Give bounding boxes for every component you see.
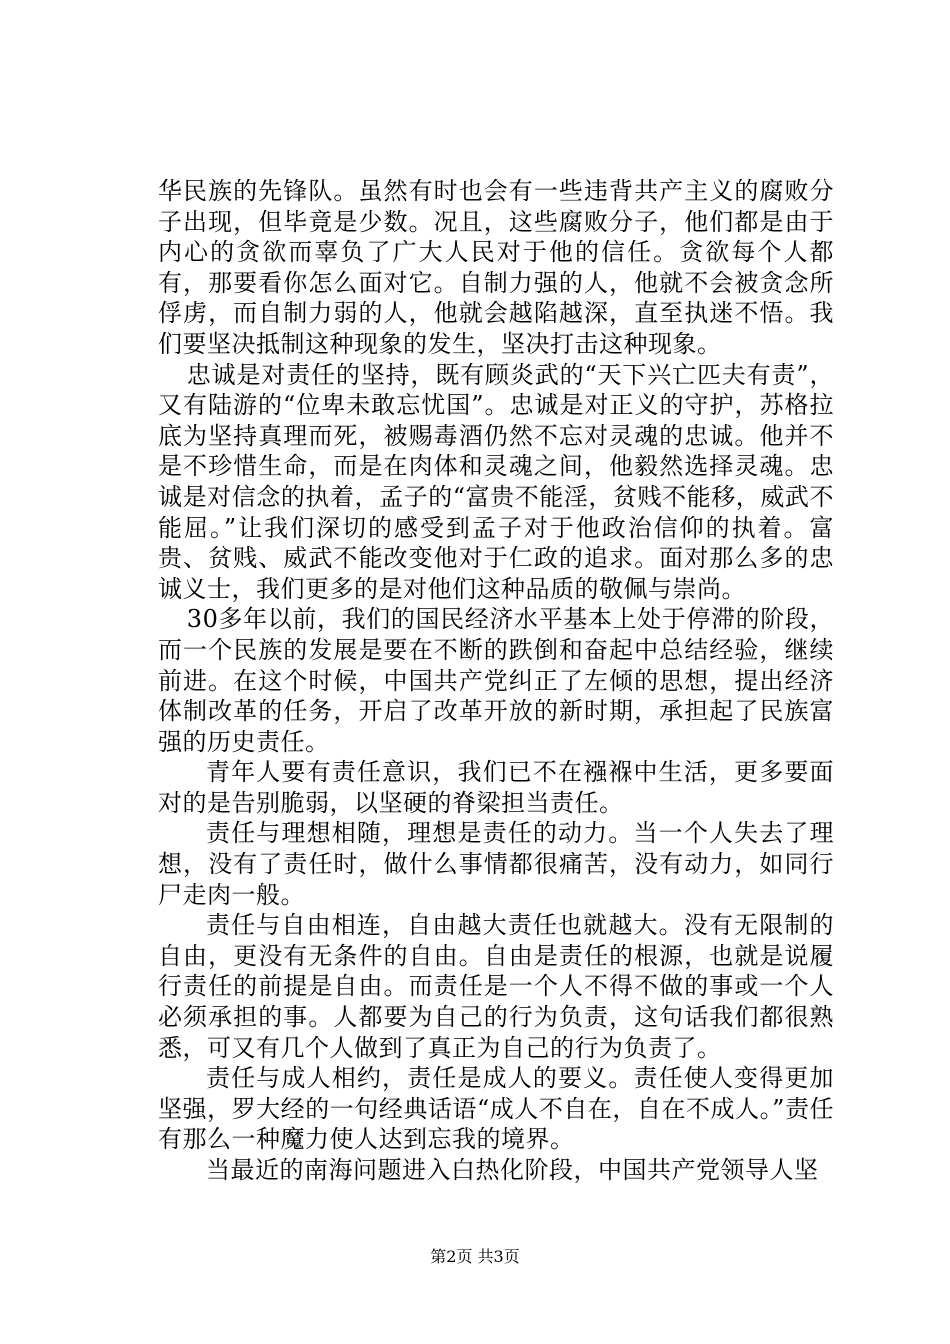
paragraph-youth-responsibility: 青年人要有责任意识，我们已不在襁褓中生活，更多要面对的是告别脆弱，以坚硬的脊梁担当责任。 xyxy=(158,758,834,817)
paragraph-responsibility-freedom: 责任与自由相连，自由越大责任也就越大。没有无限制的自由，更没有无条件的自由。自由是责任的根源，也就是说履行责任的前提是自由。而责任是一个人不得不做的事或一个人必须承担的事。人都要为自己的行为负责，这句话我们都很熟悉，可又有几个人做到了真正为自己的行为负责了。 xyxy=(158,911,834,1062)
paragraph-reform: 30多年以前，我们的国民经济水平基本上处于停滞的阶段，而一个民族的发展是要在不断的跌倒和奋起中总结经验，继续前进。在这个时候，中国共产党纠正了左倾的思想，提出经济体制改革的任务，开启了改革开放的新时期，承担起了民族富强的历史责任。 xyxy=(158,605,834,756)
paragraph-loyalty: 忠诚是对责任的坚持，既有顾炎武的“天下兴亡匹夫有责”，又有陆游的“位卑未敢忘忧国”。忠诚是对正义的守护，苏格拉底为坚持真理而死，被赐毒酒仍然不忘对灵魂的忠诚。他并不是不珍惜生命，而是在肉体和灵魂之间，他毅然选择灵魂。忠诚是对信念的执着，孟子的“富贵不能淫，贫贱不能移，威武不能屈。”让我们深切的感受到孟子对于他政治信仰的执着。富贵、贫贱、威武不能改变他对于仁政的追求。面对那么多的忠诚义士，我们更多的是对他们这种品质的敬佩与崇尚。 xyxy=(158,360,834,603)
paragraph-responsibility-ideals: 责任与理想相随，理想是责任的动力。当一个人失去了理想，没有了责任时，做什么事情都很痛苦，没有动力，如同行尸走肉一般。 xyxy=(158,819,834,909)
document-body xyxy=(158,176,834,1186)
page-number-footer: 第2页 共3页 xyxy=(430,1247,520,1266)
paragraph-responsibility-adulthood: 责任与成人相约，责任是成人的要义。责任使人变得更加坚强，罗大经的一句经典话语“成人不自在，自在不成人。”责任有那么一种魔力使人达到忘我的境界。 xyxy=(158,1064,834,1154)
paragraph-corruption: 华民族的先锋队。虽然有时也会有一些违背共产主义的腐败分子出现，但毕竟是少数。况且，这些腐败分子，他们都是由于内心的贪欲而辜负了广大人民对于他的信任。贪欲每个人都有，那要看你怎么面对它。自制力强的人，他就不会被贪念所俘虏，而自制力弱的人，他就会越陷越深，直至执迷不悟。我们要坚决抵制这种现象的发生，坚决打击这种现象。 xyxy=(158,177,834,358)
paragraph-south-china-sea: 当最近的南海问题进入白热化阶段，中国共产党领导人坚 xyxy=(206,1156,819,1184)
